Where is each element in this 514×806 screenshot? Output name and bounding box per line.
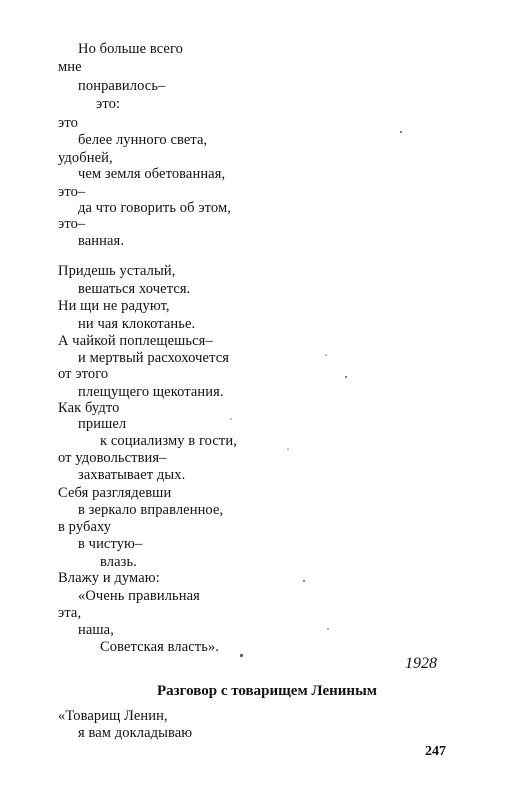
poem-line: это– — [58, 216, 86, 232]
poem-line: в зеркало вправленное, — [78, 502, 224, 518]
poem-line: пришел — [78, 416, 127, 432]
scan-speck — [325, 354, 327, 356]
poem-line: Советская власть». — [100, 639, 220, 655]
page-number: 247 — [425, 744, 446, 759]
poem-line: удобней, — [58, 150, 113, 166]
poem-line: захватывает дых. — [78, 467, 186, 483]
poem-line: Ни щи не радуют, — [58, 298, 170, 314]
poem-line: эта, — [58, 605, 82, 621]
poem-line: да что говорить об этом, — [78, 200, 231, 216]
poem-line: Влажу и думаю: — [58, 570, 160, 586]
poem-line: это– — [58, 184, 86, 200]
poem-line: «Товарищ Ленин, — [58, 708, 168, 724]
poem-line: влазь. — [100, 554, 137, 570]
poem-line: в чистую– — [78, 536, 143, 552]
poem-year: 1928 — [405, 655, 437, 672]
poem-line: и мертвый расхохочется — [78, 350, 230, 366]
scan-speck — [400, 131, 402, 133]
poem-line: «Очень правильная — [78, 588, 200, 604]
poem-line: в рубаху — [58, 519, 112, 535]
scan-speck — [303, 580, 305, 582]
poem-line: Но больше всего — [78, 41, 184, 57]
poem-line: от удовольствия– — [58, 450, 167, 466]
poem-line: чем земля обетованная, — [78, 166, 226, 182]
poem-line: А чайкой поплещешься– — [58, 333, 213, 349]
scan-speck — [345, 376, 347, 378]
poem-line: понравилось– — [78, 78, 166, 94]
poem-line: белее лунного света, — [78, 132, 208, 148]
poem-line: от этого — [58, 366, 109, 382]
poem-line: это: — [96, 96, 121, 112]
poem-line: Как будто — [58, 400, 120, 416]
poem-line: ни чая клокотанье. — [78, 316, 196, 332]
poem-line: к социализму в гости, — [100, 433, 237, 449]
poem-line: Себя разглядевши — [58, 485, 172, 501]
poem-line: Придешь усталый, — [58, 263, 176, 279]
poem-line: ванная. — [78, 233, 125, 249]
scan-speck — [327, 628, 329, 630]
scan-speck — [240, 654, 243, 657]
poem-line: я вам докладываю — [78, 725, 193, 741]
poem-line: вешаться хочется. — [78, 281, 191, 297]
poem-line: это — [58, 115, 78, 131]
poem-line: плещущего щекотания. — [78, 384, 224, 400]
scan-speck — [230, 418, 232, 420]
poem-line: наша, — [78, 622, 114, 638]
poem-line: мне — [58, 59, 82, 75]
poem-title: Разговор с товарищем Лениным — [156, 683, 377, 699]
scan-speck — [287, 448, 289, 450]
